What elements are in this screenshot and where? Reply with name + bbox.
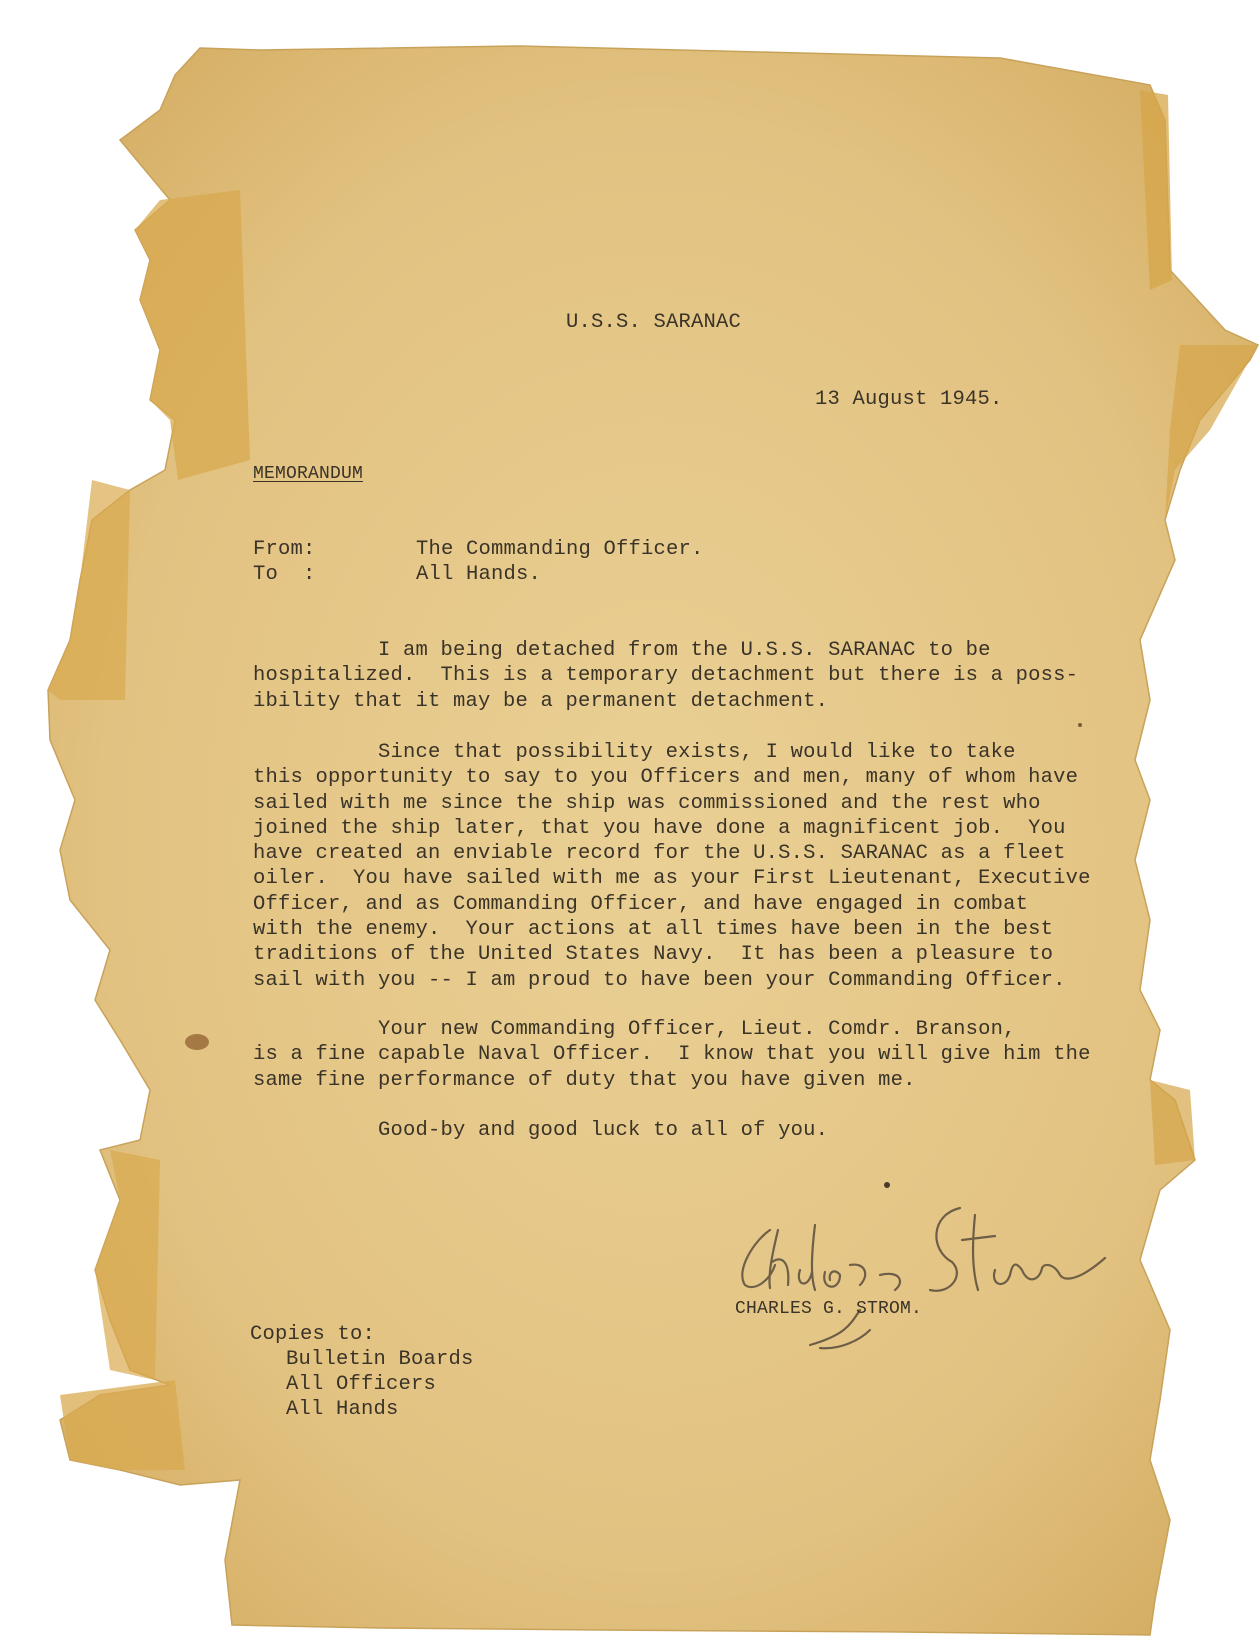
body-paragraph-4: Good-by and good luck to all of you. [253,1119,829,1142]
copies-item: All Hands [286,1398,399,1421]
from-label: From: [253,538,316,561]
tape-top-left [135,190,250,480]
from-value: The Commanding Officer. [416,538,704,561]
signature-typed-name: CHARLES G. STROM. [735,1299,923,1319]
tape-right-low [1150,1080,1195,1165]
copies-item: All Officers [286,1373,437,1396]
body-paragraph-3: Your new Commanding Officer, Lieut. Comdr. Branson, is a fine capable Naval Officer. I know that you will give him the same fine performance of duty that you have given me. [253,1018,1091,1092]
ink-stain [185,1034,209,1050]
to-value: All Hands. [416,563,542,586]
letterhead: U.S.S. SARANAC [566,311,742,334]
ink-dot [1078,723,1082,727]
to-label: To : [253,563,316,586]
body-paragraph-2: Since that possibility exists, I would like to take this opportunity to say to you Officers and men, many of whom have sailed with me since the ship was commissioned and the rest who joined the ship later, that you have done a magnificent job. You have created an enviable record for the U.S.S. SARANAC as a fleet oiler. You have sailed with me as your First Lieutenant, Executive Officer, and as Commanding Officer, and have engaged in combat with the enemy. Your actions at all times have been in the best traditions of the United States Navy. It has been a pleasure to sail with you -- I am proud to have been your Commanding Officer. [253,741,1091,992]
tape-left-mid [48,480,130,700]
body-paragraph-1: I am being detached from the U.S.S. SARANAC to be hospitalized. This is a temporary detachment but there is a poss- ibility that it may be a permanent detachment. [253,639,1079,713]
tape-left-low [95,1150,160,1380]
date: 13 August 1945. [815,388,1003,411]
copies-item: Bulletin Boards [286,1348,474,1371]
tape-bottom-left [60,1380,185,1470]
ink-dot [884,1182,890,1188]
tape-right-mid [1165,345,1258,520]
memo-title: MEMORANDUM [253,464,364,484]
copies-label: Copies to: [250,1323,376,1346]
